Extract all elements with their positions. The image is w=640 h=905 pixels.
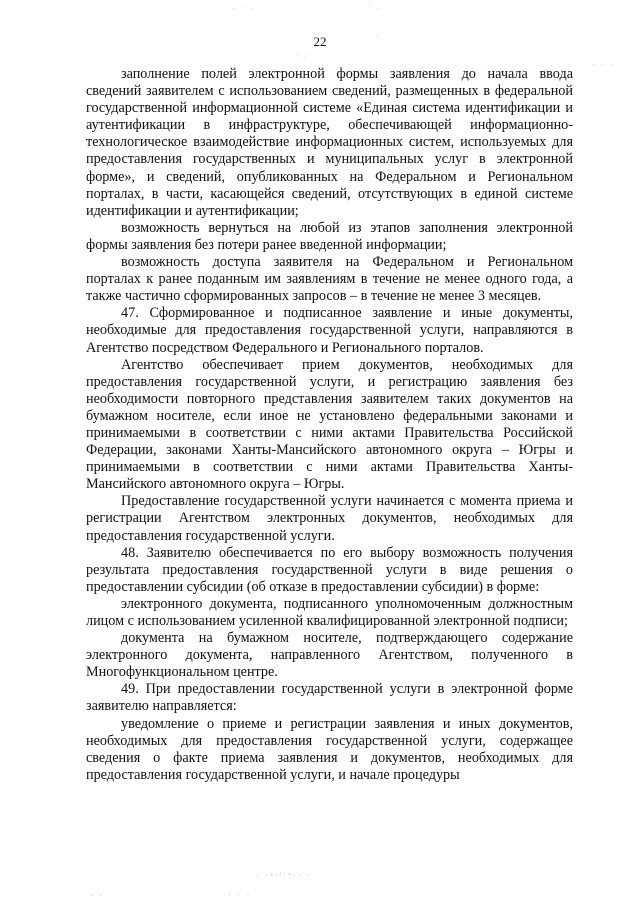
document-body — [86, 66, 573, 784]
scan-artifact: · · — [90, 890, 105, 900]
scan-artifact: · · · — [592, 60, 616, 70]
scan-artifact: ˙ · — [368, 4, 383, 14]
paragraph: возможность доступа заявителя на Федеральном и Региональном порталах к ранее поданным им заявлениям в течение не менее одного года, а также частично сформированных запросов – в течение не менее 3 месяцев. — [86, 254, 573, 305]
paragraph: 49. При предоставлении государственной услуги в электронной форме заявителю направляется: — [86, 681, 573, 715]
scan-artifact: · · · — [228, 890, 252, 900]
paragraph: 48. Заявителю обеспечивается по его выбору возможность получения результата предоставления государственной услуги в виде решения о предоставлении субсидии (об отказе в предоставлении субсидии) в форме: — [86, 544, 573, 595]
scan-artifact: · ˙ · — [232, 4, 256, 14]
page-number: 22 — [313, 34, 327, 49]
scan-artifact: · — [376, 30, 381, 40]
paragraph: документа на бумажном носителе, подтверждающего содержание электронного документа, направленного Агентством, полученного в Многофункциональном центре. — [86, 630, 573, 681]
paragraph: возможность вернуться на любой из этапов заполнения электронной формы заявления без потери ранее введенной информации; — [86, 219, 573, 253]
paragraph: заполнение полей электронной формы заявления до начала ввода сведений заявителем с использованием сведений, размещенных в федеральной государственной информационной системе «Единая система идентификации и аутентификации в инфраструктуре, обеспечивающей информационно-технологическое взаимодействие информационных систем, используемых для предоставления государственных и муниципальных услуг в электронной форме», и сведений, опубликованных на Федеральном и Региональном порталах, в части, касающейся сведений, отсутствующих в единой системе идентификации и аутентификации; — [86, 66, 573, 219]
paragraph: электронного документа, подписанного уполномоченным должностным лицом с использованием усиленной квалифицированной электронной подписи; — [86, 595, 573, 629]
scan-artifact: ·..· — [296, 52, 313, 60]
scan-artifact: · ·ᵃ·ˡ·ᵒ·· · — [256, 870, 313, 880]
paragraph: уведомление о приеме и регистрации заявления и иных документов, необходимых для предоставления государственной услуги, содержащее сведения о факте приема заявления и документов, необходимых для предоставления государственной услуги, и начале процедуры — [86, 715, 573, 783]
paragraph: Агентство обеспечивает прием документов, необходимых для предоставления государственной услуги, и регистрацию заявления без необходимости повторного представления заявителем таких документов на бумажном носителе, если иное не установлено федеральными законами и принимаемыми в соответствии с ними актами Правительства Российской Федерации, законами Ханты-Мансийского автономного округа – Югры и принимаемыми в соответствии с ними актами Правительства Ханты-Мансийского автономного округа – Югры. — [86, 356, 573, 493]
paragraph: Предоставление государственной услуги начинается с момента приема и регистрации Агентством электронных документов, необходимых для предоставления государственной услуги. — [86, 493, 573, 544]
paragraph: 47. Сформированное и подписанное заявление и иные документы, необходимые для предоставления государственной услуги, направляются в Агентство посредством Федерального и Регионального порталов. — [86, 305, 573, 356]
